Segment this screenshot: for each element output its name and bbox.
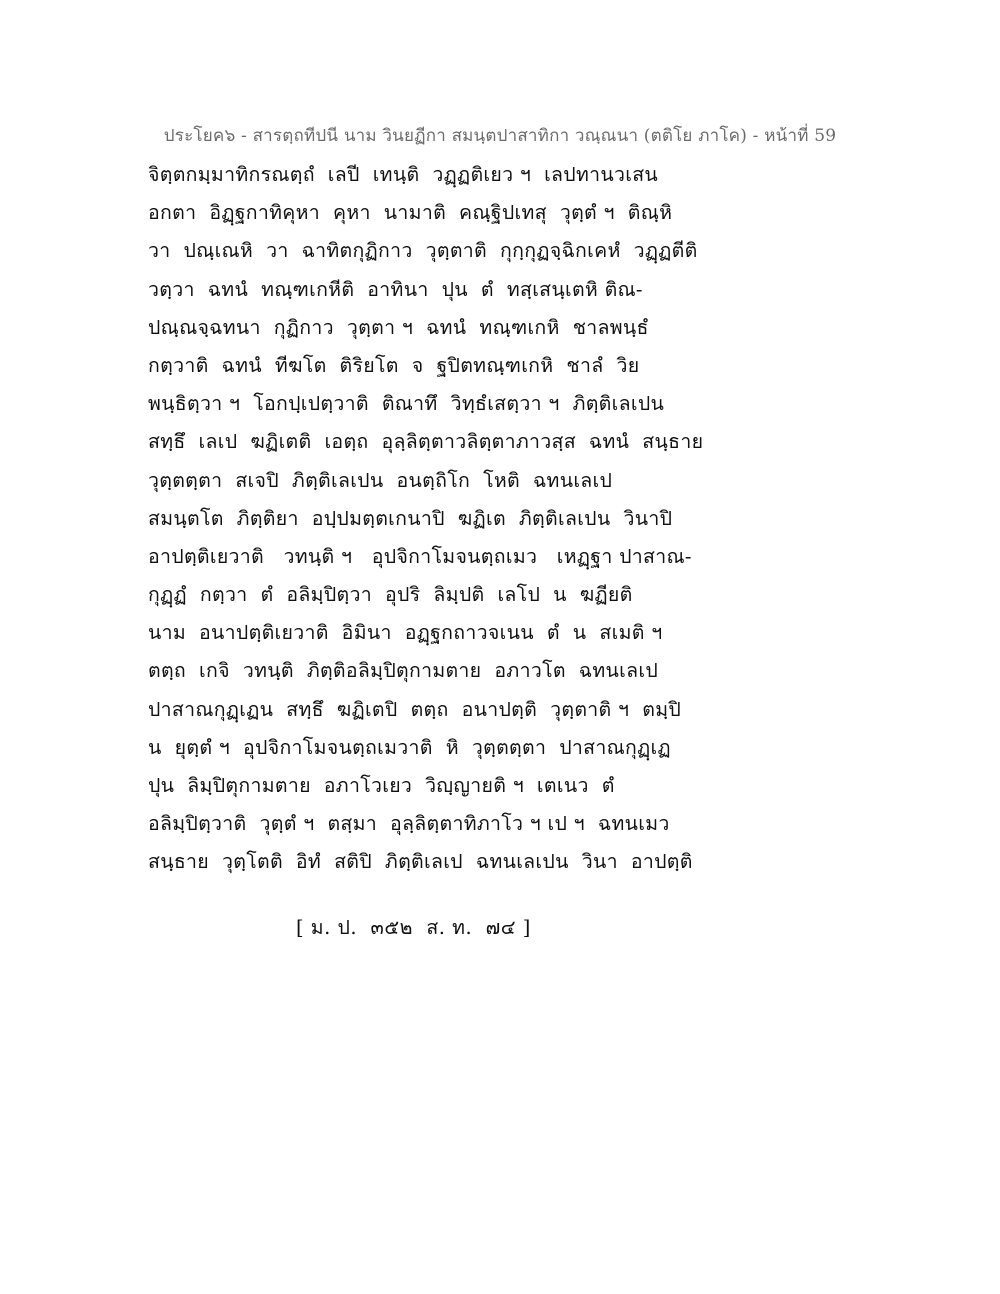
- text-line: อลิมฺปิตฺวาติ วุตฺตํ ฯ ตสฺมา อุลฺลิตฺตาทิภาโว ฯ เป ฯ ฉทนเมว: [148, 812, 670, 836]
- text-line: กตฺวาติ ฉทนํ ทีฆโต ติริยโต จ ฐปิตทณฺฑเกหิ ชาลํ วิย: [148, 353, 640, 377]
- text-line: พนฺธิตฺวา ฯ โอกปฺเปตฺวาติ ติณาทึ วิทฺธํเสตฺวา ฯ ภิตฺติเลเปน: [148, 392, 665, 416]
- text-line: ปณฺณจฺฉทนา กุฏิกาว วุตฺตา ฯ ฉทนํ ทณฺฑเกหิ ชาลพนฺธํ: [148, 315, 649, 339]
- text-line: น ยุตฺตํ ฯ อุปจิกาโมจนตฺถเมวาติ หิ วุตฺตตฺตา ปาสาณกุฏฺเฏ: [148, 735, 671, 759]
- body-text: [148, 156, 708, 882]
- text-line: วตฺวา ฉทนํ ทณฺฑเกหีติ อาทินา ปุน ตํ ทสฺเสนฺเตหิ ติณ-: [148, 277, 643, 301]
- text-line: ปาสาณกุฏฺเฏน สทฺธึ ฆฏิเตปิ ตตฺถ อนาปตฺติ วุตฺตาติ ฯ ตมฺปิ: [148, 697, 682, 721]
- text-line: สนฺธาย วุตฺโตติ อิทํ สติปิ ภิตฺติเลเป ฉทนเลเปน วินา อาปตฺติ: [148, 850, 693, 874]
- text-line: นาม อนาปตฺติเยวาติ อิมินา อฏฺฐกถาวจเนน ตํ น สเมติ ฯ: [148, 621, 663, 645]
- text-line: ปุน ลิมฺปิตุกามตาย อภาโวเยว วิญฺญายติ ฯ เตเนว ตํ: [148, 774, 615, 797]
- text-line: สมนฺตโต ภิตฺติยา อปฺปมตฺตเกนาปิ ฆฏิเต ภิตฺติเลเปน วินาปิ: [148, 506, 673, 530]
- running-header: ประโยค๖ - สารตฺถทีปนี นาม วินยฏีกา สมนฺตปาสาทิกา วณฺณนา (ตติโย ภาโค) - หน้าที่ 59: [163, 126, 837, 146]
- text-line: วา ปณฺเณหิ วา ฉาทิตกุฏิกาว วุตฺตาติ กุกฺกุฏจฺฉิกเคหํ วฏฺฏตีติ: [148, 239, 698, 263]
- text-line: สทฺธึ เลเป ฆฏิเตติ เอตฺถ อุลฺลิตฺตาวลิตฺตาภาวสฺส ฉทนํ สนฺธาย: [148, 430, 704, 454]
- text-line: กุฏฺฏํ กตฺวา ตํ อลิมฺปิตฺวา อุปริ ลิมฺปติ เลโป น ฆฏียติ: [148, 583, 633, 607]
- text-line: ตตฺถ เกจิ วทนฺติ ภิตฺติอลิมฺปิตุกามตาย อภาวโต ฉทนเลเป: [148, 659, 659, 683]
- text-line: อกตา อิฏฺฐกาทิคุหา คุหา นามาติ คณฺฐิปเทสุ วุตฺตํ ฯ ติณฺหิ: [148, 201, 673, 225]
- text-line: อาปตฺติเยวาติ วทนฺติ ฯ อุปจิกาโมจนตฺถเมว เหฏฺฐา ปาสาณ-: [148, 544, 692, 568]
- text-line: จิตฺตกมฺมาทิกรณตฺถํ เลปี เทนฺติ วฏฺฏติเยว ฯ เลปทานวเสน: [148, 163, 659, 186]
- page-reference-footnote: [ ม. ป. ๓๕๒ ส. ท. ๗๔ ]: [296, 916, 531, 939]
- text-line: วุตฺตตฺตา สเจปิ ภิตฺติเลเปน อนตฺถิโก โหติ ฉทนเลเป: [148, 468, 613, 492]
